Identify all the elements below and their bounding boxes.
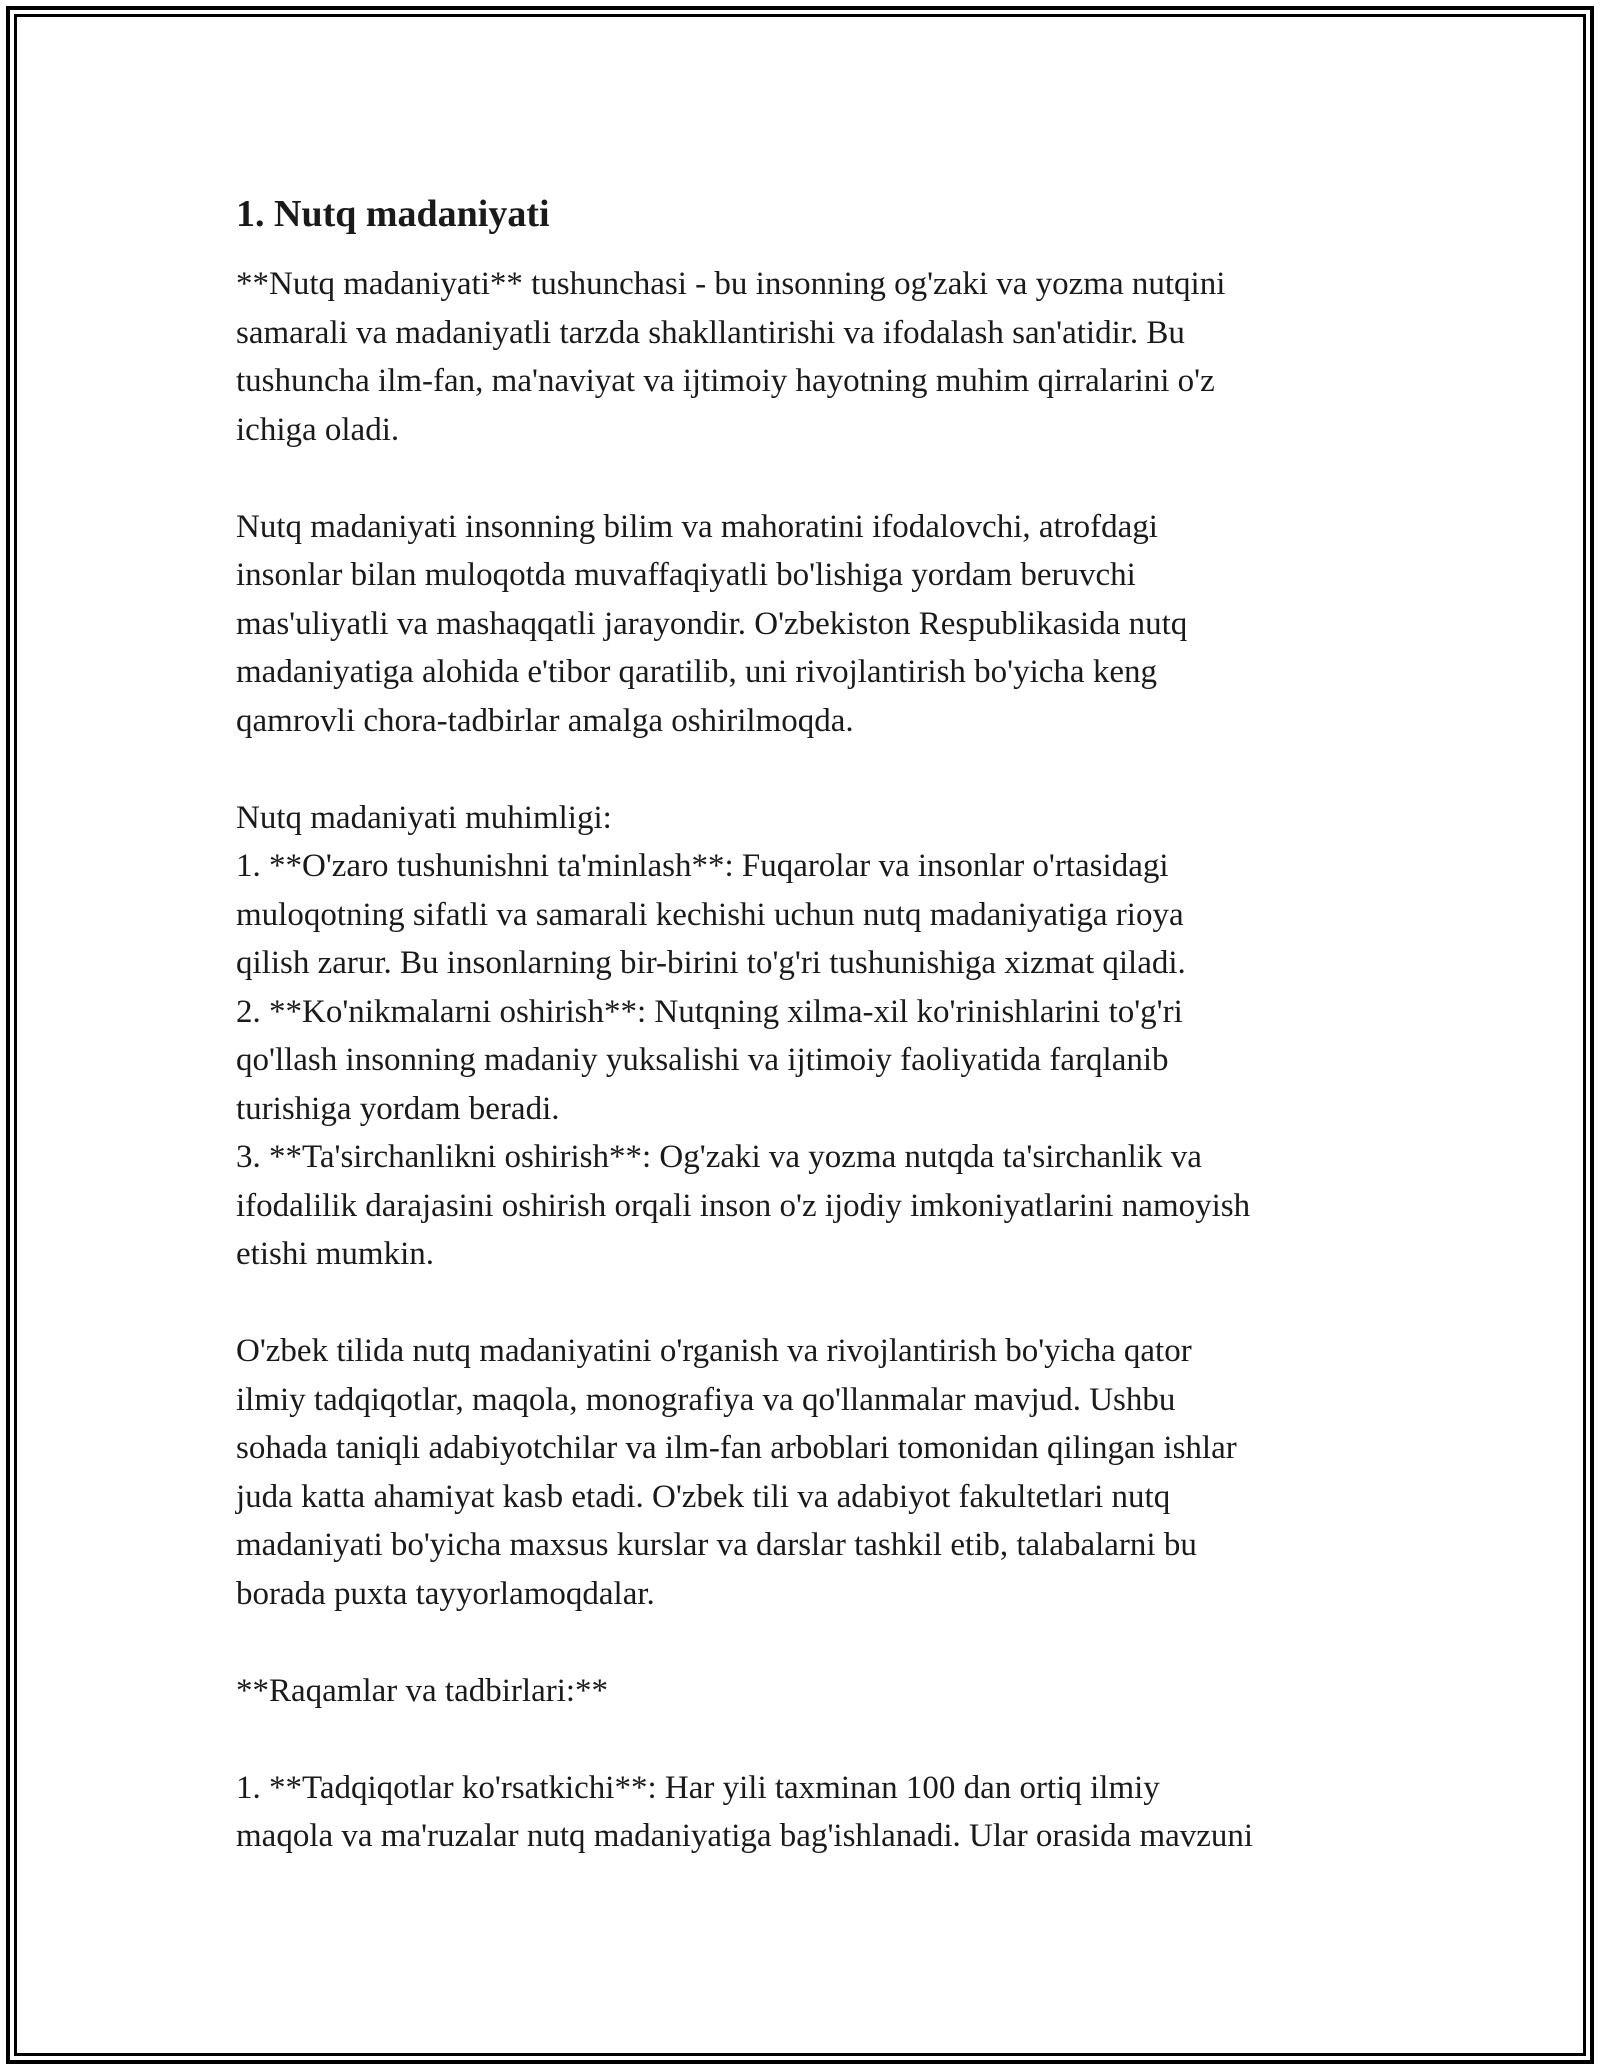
text-line: ifodalilik darajasini oshirish orqali inson o'z ijodiy imkoniyatlarini namoyish — [236, 1187, 1251, 1224]
text-line: samarali va madaniyatli tarzda shakllantirishi va ifodalash san'atidir. Bu — [236, 314, 1185, 351]
text-line: maqola va ma'ruzalar nutq madaniyatiga bag'ishlanadi. Ular orasida mavzuni — [236, 1818, 1254, 1854]
document-page — [236, 186, 1386, 1909]
section-heading: 1. Nutq madaniyati — [236, 193, 550, 235]
text-line: insonlar bilan muloqotda muvaffaqiyatli bo'lishiga yordam beruvchi — [236, 557, 1136, 593]
text-line: **Raqamlar va tadbirlari:** — [236, 1672, 609, 1709]
text-line: **Nutq madaniyati** tushunchasi - bu insonning og'zaki va yozma nutqini — [236, 266, 1226, 302]
text-line: borada puxta tayyorlamoqdalar. — [236, 1575, 655, 1612]
paragraph-subheading — [236, 1667, 1386, 1716]
text-line: sohada taniqli adabiyotchilar va ilm-fan arboblari tomonidan qilingan ishlar — [236, 1430, 1237, 1466]
list-item-line: 3. **Ta'sirchanlikni oshirish**: Og'zaki va yozma nutqda ta'sirchanlik va — [236, 1139, 1202, 1175]
text-line: Nutq madaniyati muhimligi: — [236, 799, 612, 836]
paragraph-research — [236, 1327, 1386, 1618]
text-line: tushuncha ilm-fan, ma'naviyat va ijtimoiy hayotning muhim qirralarini o'z — [236, 363, 1215, 399]
text-line: juda katta ahamiyat kasb etadi. O'zbek tili va adabiyot fakultetlari nutq — [236, 1478, 1171, 1515]
text-line: qamrovli chora-tadbirlar amalga oshirilmoqda. — [236, 702, 854, 739]
paragraph-importance-list — [236, 794, 1386, 1279]
text-line: madaniyati bo'yicha maxsus kurslar va darslar tashkil etib, talabalarni bu — [236, 1527, 1197, 1563]
paragraph-process — [236, 503, 1386, 746]
text-line: mas'uliyatli va mashaqqatli jarayondir. O'zbekiston Respublikasida nutq — [236, 605, 1188, 642]
list-item-line: 2. **Ko'nikmalarni oshirish**: Nutqning xilma-xil ko'rinishlarini to'g'ri — [236, 993, 1183, 1030]
text-line: O'zbek tilida nutq madaniyatini o'rganish va rivojlantirish bo'yicha qator — [236, 1333, 1192, 1369]
text-line: turishiga yordam beradi. — [236, 1090, 560, 1127]
paragraph-figures — [236, 1764, 1386, 1861]
text-line: qilish zarur. Bu insonlarning bir-birini to'g'ri tushunishiga xizmat qiladi. — [236, 945, 1186, 981]
text-line: madaniyatiga alohida e'tibor qaratilib, uni rivojlantirish bo'yicha keng — [236, 654, 1157, 690]
text-line: qo'llash insonning madaniy yuksalishi va ijtimoiy faoliyatida farqlanib — [236, 1042, 1169, 1078]
text-line: Nutq madaniyati insonning bilim va mahoratini ifodalovchi, atrofdagi — [236, 508, 1158, 545]
text-line: etishi mumkin. — [236, 1236, 434, 1272]
text-line: ichiga oladi. — [236, 411, 400, 448]
list-item-line: 1. **O'zaro tushunishni ta'minlash**: Fuqarolar va insonlar o'rtasidagi — [236, 848, 1169, 884]
text-line: ilmiy tadqiqotlar, maqola, monografiya va qo'llanmalar mavjud. Ushbu — [236, 1381, 1176, 1418]
list-item-line: 1. **Tadqiqotlar ko'rsatkichi**: Har yili taxminan 100 dan ortiq ilmiy — [236, 1769, 1160, 1806]
text-line: muloqotning sifatli va samarali kechishi uchun nutq madaniyatiga rioya — [236, 896, 1184, 933]
paragraph-definition — [236, 260, 1386, 454]
